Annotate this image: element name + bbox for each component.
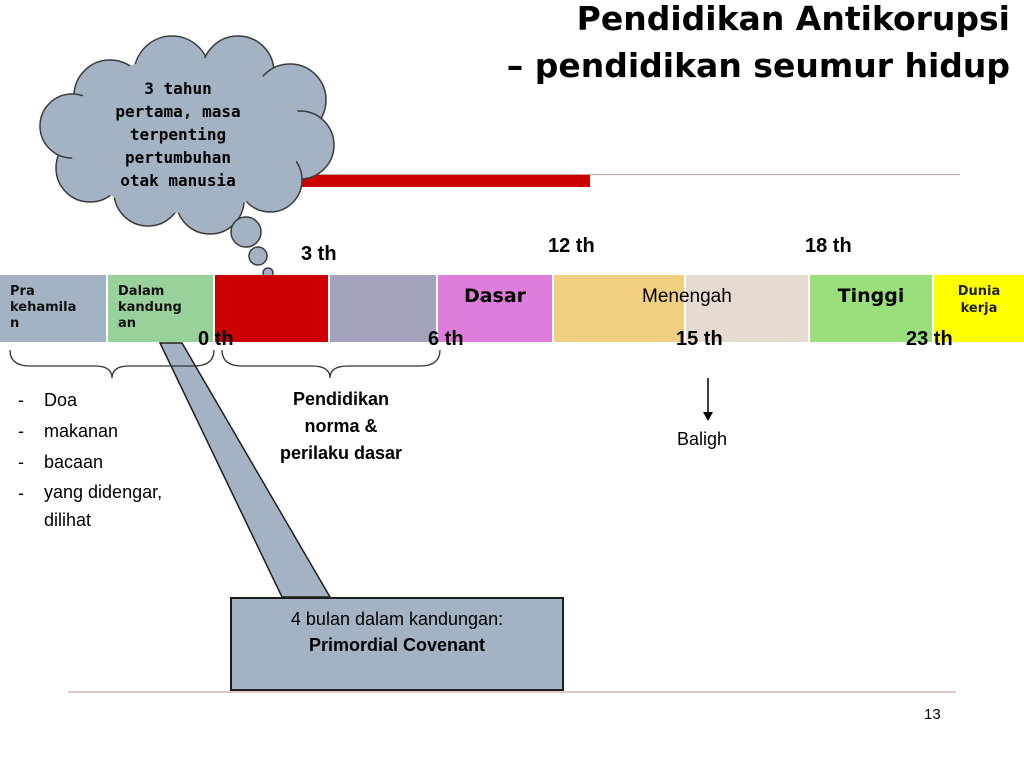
page-number: 13: [924, 706, 941, 723]
thought-bubble-medium: [249, 247, 267, 265]
footer-rule: [68, 691, 956, 693]
list-item: [18, 385, 162, 416]
year-0: 0 th: [198, 328, 234, 350]
list-item-bacaan: bacaan: [44, 452, 104, 472]
thought-cloud-text: [98, 77, 258, 192]
note-line-3: perilaku dasar: [279, 443, 403, 463]
note-line-2: norma &: [304, 416, 378, 436]
list-item: [18, 478, 162, 534]
list-dash: -: [18, 483, 24, 503]
list-item-makanan: makanan: [44, 421, 119, 441]
segment-kandungan-label: Dalam kandung an: [118, 284, 182, 331]
callout-pointer: [160, 343, 330, 597]
segment-pra-kehamilan: [0, 275, 108, 342]
slide-title-line-2: – pendidikan seumur hidup: [506, 46, 1010, 85]
cloud-line-1: 3 tahun: [144, 79, 212, 98]
list-dash: -: [18, 421, 24, 441]
baligh-label: Baligh: [677, 429, 728, 449]
year-3: 3 th: [301, 243, 337, 265]
list-item: [18, 416, 162, 447]
year-18: 18 th: [805, 235, 852, 257]
slide-title-line-1: Pendidikan Antikorupsi: [576, 0, 1010, 38]
list-item: [18, 447, 162, 478]
year-23: 23 th: [906, 328, 953, 350]
cloud-line-4: pertumbuhan: [125, 148, 231, 167]
cloud-line-5: otak manusia: [120, 171, 236, 190]
prenatal-factors-list: [18, 385, 162, 534]
segment-tinggi-label: Tinggi: [837, 285, 905, 307]
callout-text: [232, 606, 562, 658]
segment-early-slate: [330, 275, 438, 342]
thought-bubble-large: [231, 217, 261, 247]
segment-dasar-label: Dasar: [463, 285, 527, 307]
cloud-line-3: terpenting: [129, 125, 227, 144]
year-6: 6 th: [428, 328, 464, 350]
segment-dunia-label: Dunia kerja: [957, 284, 1001, 316]
note-line-1: Pendidikan: [292, 389, 390, 409]
callout-line-2: Primordial Covenant: [308, 635, 486, 655]
brace-early-years: [222, 350, 440, 378]
year-12: 12 th: [548, 235, 595, 257]
segment-menengah-label: Menengah: [642, 286, 732, 307]
cloud-line-2: pertama, masa: [115, 102, 241, 121]
baligh-arrow-head: [703, 412, 713, 421]
list-item-didengar: yang didengar, dilihat: [44, 482, 163, 530]
callout-line-1: 4 bulan dalam kandungan:: [290, 609, 504, 629]
segment-pra-label: Pra kehamila n: [10, 284, 77, 331]
list-dash: -: [18, 390, 24, 410]
list-item-doa: Doa: [44, 390, 78, 410]
list-dash: -: [18, 452, 24, 472]
year-15: 15 th: [676, 328, 723, 350]
early-education-note: [254, 386, 428, 467]
